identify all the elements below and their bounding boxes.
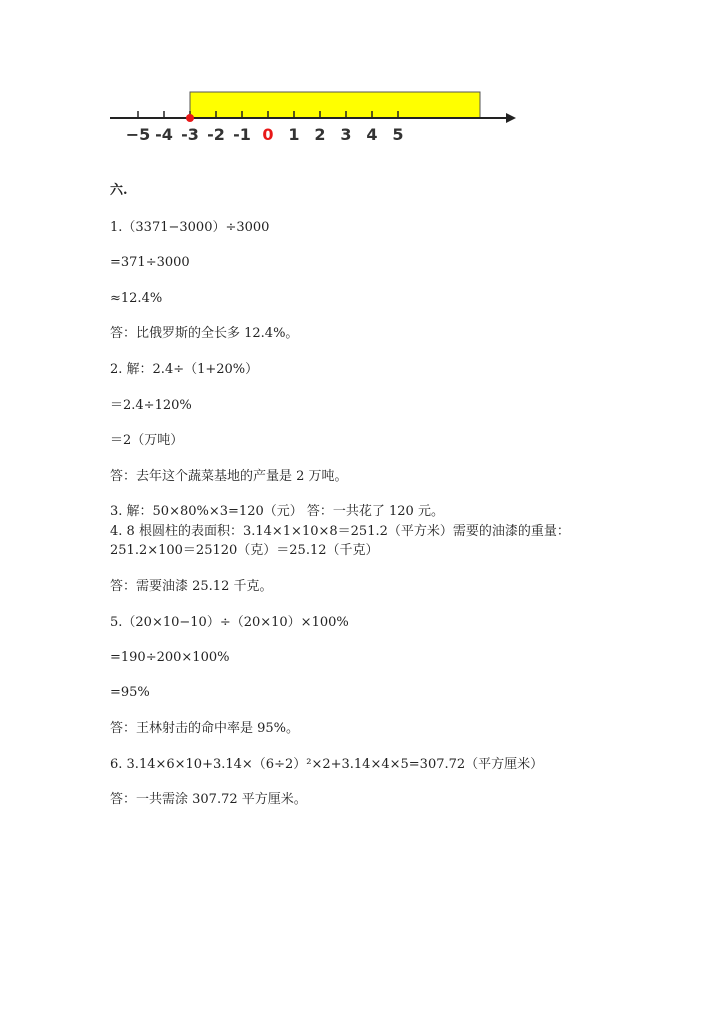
answer-line-9: 3. 解：50×80%×3=120（元） 答：一共花了 120 元。 (110, 504, 444, 519)
answer-line-14: =190÷200×100% (110, 650, 230, 665)
answer-line-7: ＝2（万吨） (110, 433, 184, 448)
boundary-point (186, 114, 194, 122)
tick-label: −5 (125, 125, 151, 144)
answer-line-2: =371÷3000 (110, 255, 190, 270)
tick-label: -2 (207, 125, 225, 144)
section-title: 六. (110, 183, 128, 198)
solution-range-highlight (190, 92, 480, 118)
answer-line-6: ＝2.4÷120% (110, 398, 192, 413)
answer-line-3: ≈12.4% (110, 291, 163, 306)
answer-line-17: 6. 3.14×6×10+3.14×（6÷2）²×2+3.14×4×5=307.72（平方厘米） (110, 757, 544, 772)
tick-label: 3 (340, 125, 352, 144)
tick-label: 1 (288, 125, 300, 144)
answer-line-1: 1.（3371−3000）÷3000 (110, 220, 270, 235)
answer-line-5: 2. 解：2.4÷（1+20%） (110, 362, 259, 377)
axis-arrow-icon (506, 113, 516, 123)
answer-line-18: 答：一共需涂 307.72 平方厘米。 (110, 792, 307, 807)
answer-line-16: 答：王林射击的命中率是 95%。 (110, 721, 300, 736)
answer-line-13: 5.（20×10−10）÷（20×10）×100% (110, 615, 349, 630)
tick-label: -1 (233, 125, 251, 144)
answer-line-12: 答：需要油漆 25.12 千克。 (110, 579, 273, 594)
tick-label: -4 (155, 125, 173, 144)
axis-tick-labels (126, 125, 404, 144)
answer-line-11: 251.2×100＝25120（克）＝25.12（千克） (110, 543, 379, 558)
tick-label: 4 (366, 125, 378, 144)
answer-line-4: 答：比俄罗斯的全长多 12.4%。 (110, 326, 299, 341)
number-line-figure (100, 80, 530, 150)
tick-label: 2 (314, 125, 326, 144)
tick-label: -3 (181, 125, 199, 144)
answer-line-15: =95% (110, 685, 150, 700)
answer-line-10: 4. 8 根圆柱的表面积：3.14×1×10×8＝251.2（平方米）需要的油漆的重量： (110, 524, 570, 539)
answer-line-8: 答：去年这个蔬菜基地的产量是 2 万吨。 (110, 469, 348, 484)
tick-label: 0 (262, 125, 274, 144)
tick-label: 5 (392, 125, 404, 144)
